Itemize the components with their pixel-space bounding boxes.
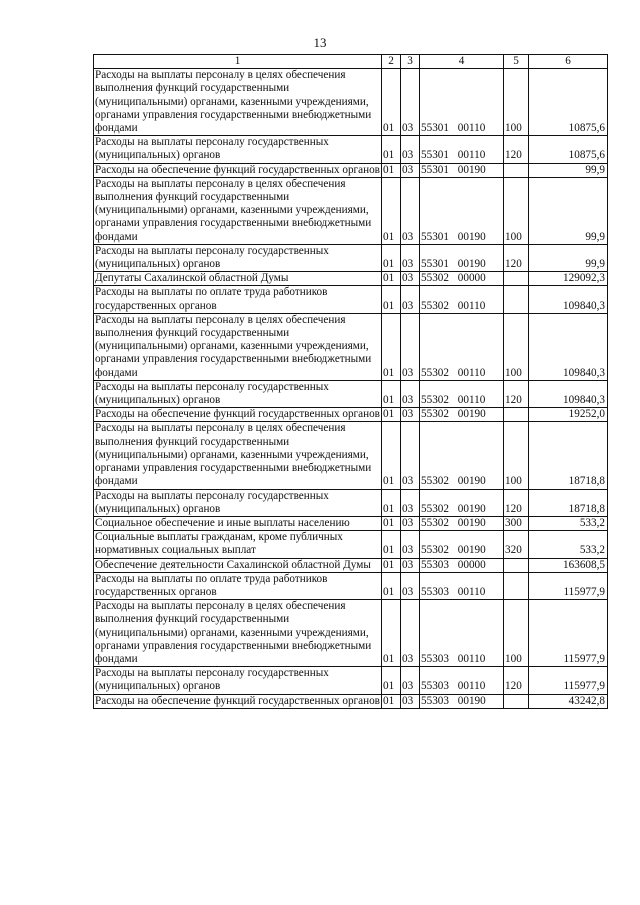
row-expense-type-code: 120 <box>504 136 529 163</box>
row-section-code: 01 <box>382 408 401 422</box>
row-expense-type-code: 320 <box>504 531 529 558</box>
row-target-article-code: 55301 00190 <box>420 163 504 177</box>
row-section-code: 01 <box>382 516 401 530</box>
row-expense-type-code <box>504 286 529 313</box>
row-amount: 99,9 <box>529 177 608 244</box>
row-name: Расходы на обеспечение функций государственных органов <box>95 163 380 176</box>
row-name: Расходы на выплаты персоналу государственных (муниципальных) органов <box>94 380 382 407</box>
row-name: Расходы на выплаты персоналу государственных (муниципальных) органов <box>94 667 382 694</box>
row-name: Расходы на выплаты по оплате труда работников государственных органов <box>94 286 382 313</box>
row-expense-type-code: 120 <box>504 380 529 407</box>
table-row <box>94 69 608 136</box>
column-header: 4 <box>420 55 504 69</box>
row-expense-type-code: 100 <box>504 69 529 136</box>
column-header: 3 <box>401 55 420 69</box>
row-amount: 109840,3 <box>529 313 608 380</box>
row-subsection-code: 03 <box>401 286 420 313</box>
table-row <box>94 667 608 694</box>
row-name: Расходы на выплаты персоналу государственных (муниципальных) органов <box>94 244 382 271</box>
row-amount: 99,9 <box>529 244 608 271</box>
row-amount: 115977,9 <box>529 572 608 599</box>
row-section-code: 01 <box>382 694 401 708</box>
row-amount: 10875,6 <box>529 136 608 163</box>
row-expense-type-code: 120 <box>504 244 529 271</box>
table-row <box>94 489 608 516</box>
row-name: Расходы на выплаты персоналу государственных (муниципальных) органов <box>94 136 382 163</box>
row-section-code: 01 <box>382 572 401 599</box>
row-subsection-code: 03 <box>401 408 420 422</box>
row-amount: 129092,3 <box>529 272 608 286</box>
row-subsection-code: 03 <box>401 558 420 572</box>
row-expense-type-code <box>504 572 529 599</box>
row-subsection-code: 03 <box>401 313 420 380</box>
row-amount: 115977,9 <box>529 667 608 694</box>
row-section-code: 01 <box>382 667 401 694</box>
table-row <box>94 286 608 313</box>
row-target-article-code: 55302 00190 <box>420 531 504 558</box>
row-section-code: 01 <box>382 286 401 313</box>
row-subsection-code: 03 <box>401 422 420 489</box>
row-expense-type-code: 100 <box>504 422 529 489</box>
table-row <box>94 600 608 667</box>
table-row <box>94 516 608 530</box>
row-subsection-code: 03 <box>401 694 420 708</box>
row-expense-type-code: 100 <box>504 600 529 667</box>
row-section-code: 01 <box>382 69 401 136</box>
row-subsection-code: 03 <box>401 516 420 530</box>
row-subsection-code: 03 <box>401 489 420 516</box>
row-expense-type-code <box>504 694 529 708</box>
row-target-article-code: 55301 00110 <box>420 136 504 163</box>
row-section-code: 01 <box>382 558 401 572</box>
row-section-code: 01 <box>382 313 401 380</box>
row-name: Социальные выплаты гражданам, кроме публичных нормативных социальных выплат <box>94 531 382 558</box>
row-target-article-code: 55302 00110 <box>420 286 504 313</box>
row-name: Социальное обеспечение и иные выплаты населению <box>94 516 382 530</box>
table-row <box>94 422 608 489</box>
row-expense-type-code <box>504 408 529 422</box>
row-amount: 19252,0 <box>529 408 608 422</box>
row-target-article-code: 55303 00190 <box>420 694 504 708</box>
row-subsection-code: 03 <box>401 136 420 163</box>
row-name: Расходы на выплаты по оплате труда работников государственных органов <box>94 572 382 599</box>
row-section-code: 01 <box>382 380 401 407</box>
row-expense-type-code <box>504 272 529 286</box>
row-amount: 18718,8 <box>529 489 608 516</box>
row-target-article-code: 55303 00110 <box>420 572 504 599</box>
table-row <box>94 163 608 177</box>
row-amount: 109840,3 <box>529 380 608 407</box>
row-expense-type-code: 120 <box>504 667 529 694</box>
row-target-article-code: 55303 00110 <box>420 667 504 694</box>
row-expense-type-code <box>504 558 529 572</box>
row-section-code: 01 <box>382 136 401 163</box>
row-name: Обеспечение деятельности Сахалинской областной Думы <box>94 558 382 572</box>
row-subsection-code: 03 <box>401 69 420 136</box>
row-target-article-code: 55302 00000 <box>420 272 504 286</box>
row-name: Расходы на выплаты персоналу в целях обеспечения выполнения функций государственными (муниципальными) органами, казенными учреждениями, органами управления государственными внебюджетными фондами <box>94 600 382 667</box>
row-subsection-code: 03 <box>401 244 420 271</box>
row-expense-type-code <box>504 163 529 177</box>
row-amount: 18718,8 <box>529 422 608 489</box>
row-subsection-code: 03 <box>401 272 420 286</box>
table-row <box>94 694 608 708</box>
column-header: 2 <box>382 55 401 69</box>
table-row <box>94 244 608 271</box>
row-expense-type-code: 300 <box>504 516 529 530</box>
row-target-article-code: 55302 00110 <box>420 380 504 407</box>
row-subsection-code: 03 <box>401 163 420 177</box>
row-name: Расходы на обеспечение функций государственных органов <box>95 408 380 421</box>
row-expense-type-code: 100 <box>504 313 529 380</box>
row-amount: 163608,5 <box>529 558 608 572</box>
row-subsection-code: 03 <box>401 572 420 599</box>
table-row <box>94 380 608 407</box>
row-target-article-code: 55301 00190 <box>420 177 504 244</box>
page-number: 13 <box>313 35 327 50</box>
row-target-article-code: 55302 00190 <box>420 516 504 530</box>
row-target-article-code: 55302 00190 <box>420 489 504 516</box>
row-target-article-code: 55302 00190 <box>420 408 504 422</box>
row-name: Расходы на выплаты персоналу в целях обеспечения выполнения функций государственными (муниципальными) органами, казенными учреждениями, органами управления государственными внебюджетными фондами <box>94 313 382 380</box>
row-target-article-code: 55302 00190 <box>420 422 504 489</box>
table-row <box>94 272 608 286</box>
row-amount: 109840,3 <box>529 286 608 313</box>
table-row <box>94 136 608 163</box>
table-row <box>94 572 608 599</box>
row-subsection-code: 03 <box>401 600 420 667</box>
row-amount: 115977,9 <box>529 600 608 667</box>
table-row <box>94 313 608 380</box>
table-row <box>94 558 608 572</box>
row-subsection-code: 03 <box>401 380 420 407</box>
row-name: Депутаты Сахалинской областной Думы <box>94 272 382 286</box>
table-row <box>94 177 608 244</box>
row-section-code: 01 <box>382 422 401 489</box>
row-target-article-code: 55301 00190 <box>420 244 504 271</box>
table-header-row <box>94 55 608 69</box>
column-header: 1 <box>94 55 382 69</box>
row-section-code: 01 <box>382 177 401 244</box>
column-header: 6 <box>529 55 608 69</box>
column-header: 5 <box>504 55 529 69</box>
row-amount: 99,9 <box>529 163 608 177</box>
row-amount: 43242,8 <box>529 694 608 708</box>
row-name: Расходы на выплаты персоналу государственных (муниципальных) органов <box>94 489 382 516</box>
row-subsection-code: 03 <box>401 177 420 244</box>
row-target-article-code: 55301 00110 <box>420 69 504 136</box>
row-section-code: 01 <box>382 531 401 558</box>
row-name: Расходы на выплаты персоналу в целях обеспечения выполнения функций государственными (муниципальными) органами, казенными учреждениями, органами управления государственными внебюджетными фондами <box>94 69 382 136</box>
table-row <box>94 531 608 558</box>
row-name: Расходы на обеспечение функций государственных органов <box>95 694 380 707</box>
row-amount: 533,2 <box>529 516 608 530</box>
row-section-code: 01 <box>382 600 401 667</box>
budget-table <box>93 54 608 709</box>
table-row <box>94 408 608 422</box>
row-subsection-code: 03 <box>401 667 420 694</box>
row-name: Расходы на выплаты персоналу в целях обеспечения выполнения функций государственными (муниципальными) органами, казенными учреждениями, органами управления государственными внебюджетными фондами <box>94 177 382 244</box>
row-section-code: 01 <box>382 489 401 516</box>
row-target-article-code: 55303 00110 <box>420 600 504 667</box>
row-section-code: 01 <box>382 163 401 177</box>
row-subsection-code: 03 <box>401 531 420 558</box>
row-section-code: 01 <box>382 272 401 286</box>
row-name: Расходы на выплаты персоналу в целях обеспечения выполнения функций государственными (муниципальными) органами, казенными учреждениями, органами управления государственными внебюджетными фондами <box>94 422 382 489</box>
row-amount: 533,2 <box>529 531 608 558</box>
row-section-code: 01 <box>382 244 401 271</box>
row-target-article-code: 55302 00110 <box>420 313 504 380</box>
row-amount: 10875,6 <box>529 69 608 136</box>
row-expense-type-code: 100 <box>504 177 529 244</box>
row-target-article-code: 55303 00000 <box>420 558 504 572</box>
row-expense-type-code: 120 <box>504 489 529 516</box>
